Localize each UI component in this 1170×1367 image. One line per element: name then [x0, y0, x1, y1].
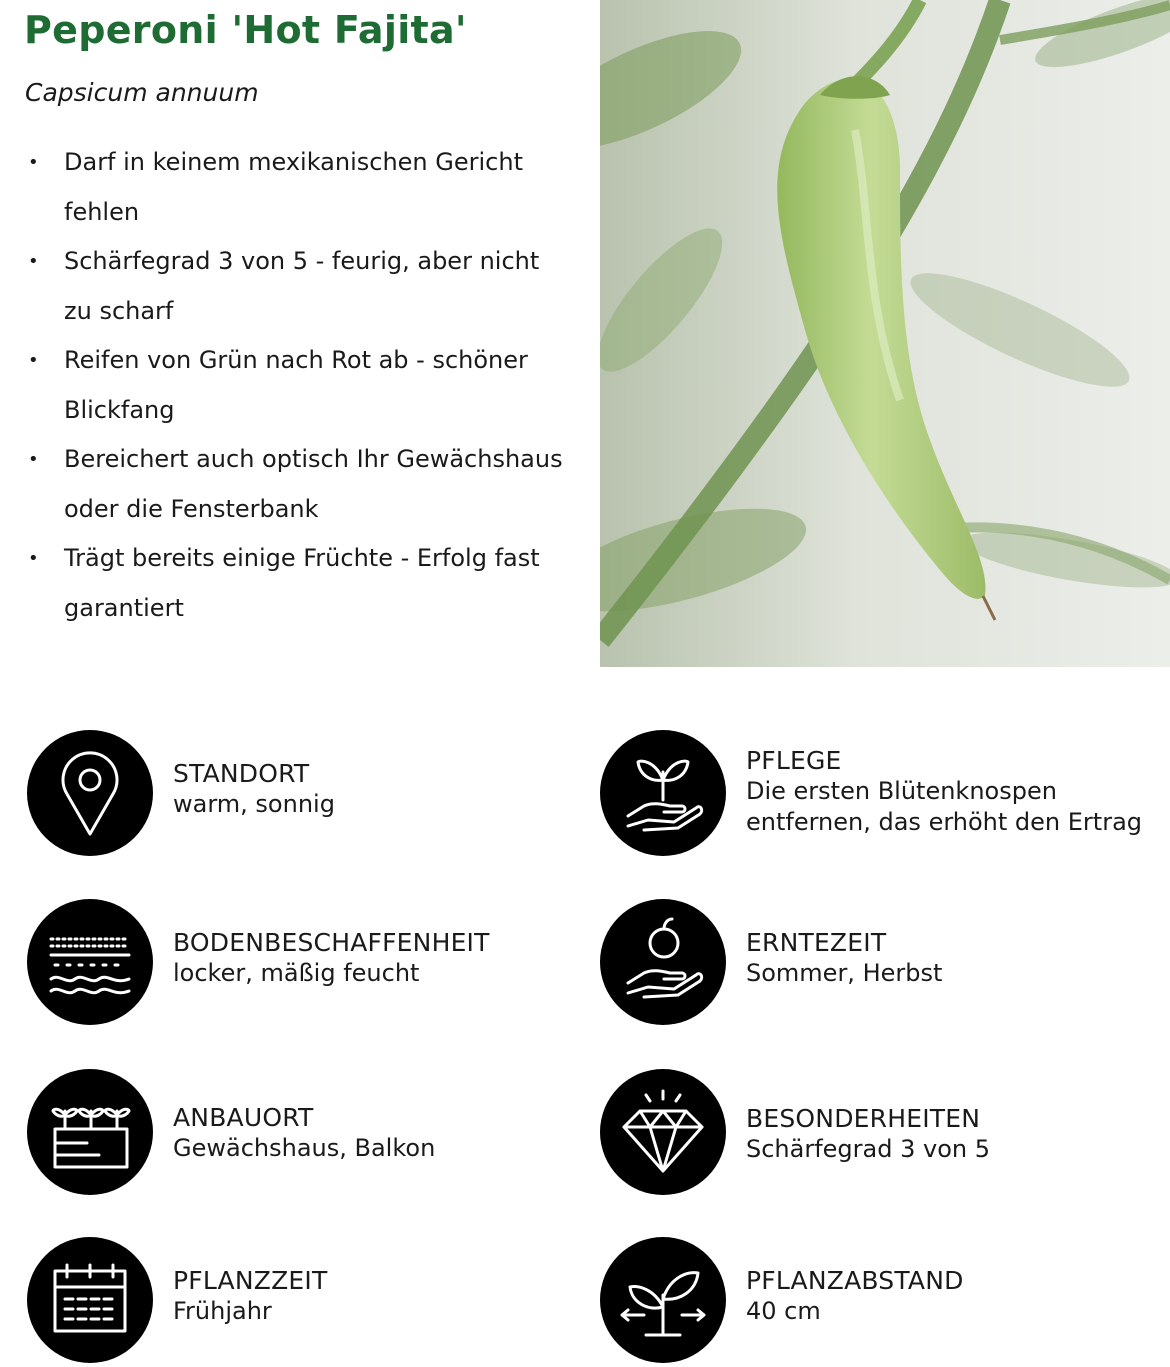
feature-value: Schärfegrad 3 von 5: [746, 1135, 990, 1163]
bullet-text: Reifen von Grün nach Rot ab - schöner Blickfang: [64, 346, 528, 424]
bullet-dot: •: [28, 152, 39, 173]
pepper-illustration: [600, 0, 1170, 667]
feature-value-line1: Die ersten Blütenknospen: [746, 777, 1057, 805]
feature-value: 40 cm: [746, 1297, 821, 1325]
product-photo: [600, 0, 1170, 667]
feature-bullet-list: [24, 138, 564, 633]
bullet-text: Bereichert auch optisch Ihr Gewächshaus oder die Fensterbank: [64, 445, 563, 523]
feature-pflanzzeit: [27, 1237, 587, 1367]
feature-standort: [27, 730, 587, 860]
fruit-hand-icon: [600, 899, 726, 1025]
bullet-item: [24, 237, 564, 336]
feature-label: PFLEGE: [746, 746, 842, 775]
feature-label: STANDORT: [173, 759, 310, 788]
feature-value: Gewächshaus, Balkon: [173, 1134, 436, 1162]
bullet-dot: •: [28, 350, 39, 371]
feature-value: Frühjahr: [173, 1297, 272, 1325]
feature-pflege: [600, 730, 1160, 860]
feature-value: locker, mäßig feucht: [173, 959, 420, 987]
feature-value: Sommer, Herbst: [746, 959, 943, 987]
feature-pflanzabstand: [600, 1237, 1160, 1367]
bullet-dot: •: [28, 251, 39, 272]
feature-label: PFLANZABSTAND: [746, 1266, 964, 1295]
location-pin-icon: [27, 730, 153, 856]
feature-besonderheiten: [600, 1069, 1160, 1199]
planter-box-icon: [27, 1069, 153, 1195]
feature-label: BODENBESCHAFFENHEIT: [173, 928, 490, 957]
latin-name: Capsicum annuum: [25, 78, 259, 107]
feature-label: PFLANZZEIT: [173, 1266, 328, 1295]
bullet-dot: •: [28, 548, 39, 569]
bullet-item: [24, 435, 564, 534]
feature-value: warm, sonnig: [173, 790, 335, 818]
feature-anbauort: [27, 1069, 587, 1199]
feature-value-line2: entfernen, das erhöht den Ertrag: [746, 808, 1143, 836]
feature-label: BESONDERHEITEN: [746, 1104, 981, 1133]
bullet-item: [24, 336, 564, 435]
feature-erntezeit: [600, 899, 1160, 1029]
seedling-hand-icon: [600, 730, 726, 856]
bullet-item: [24, 138, 564, 237]
feature-label: ANBAUORT: [173, 1103, 314, 1132]
bullet-text: Trägt bereits einige Früchte - Erfolg fast garantiert: [64, 544, 540, 622]
soil-layers-icon: [27, 899, 153, 1025]
calendar-icon: [27, 1237, 153, 1363]
feature-label: ERNTEZEIT: [746, 928, 887, 957]
diamond-icon: [600, 1069, 726, 1195]
bullet-text: Schärfegrad 3 von 5 - feurig, aber nicht zu scharf: [64, 247, 540, 325]
feature-bodenbeschaffenheit: [27, 899, 587, 1029]
product-title: Peperoni 'Hot Fajita': [24, 8, 467, 52]
bullet-item: [24, 534, 564, 633]
plant-spacing-icon: [600, 1237, 726, 1363]
bullet-dot: •: [28, 449, 39, 470]
bullet-text: Darf in keinem mexikanischen Gericht fehlen: [64, 148, 523, 226]
